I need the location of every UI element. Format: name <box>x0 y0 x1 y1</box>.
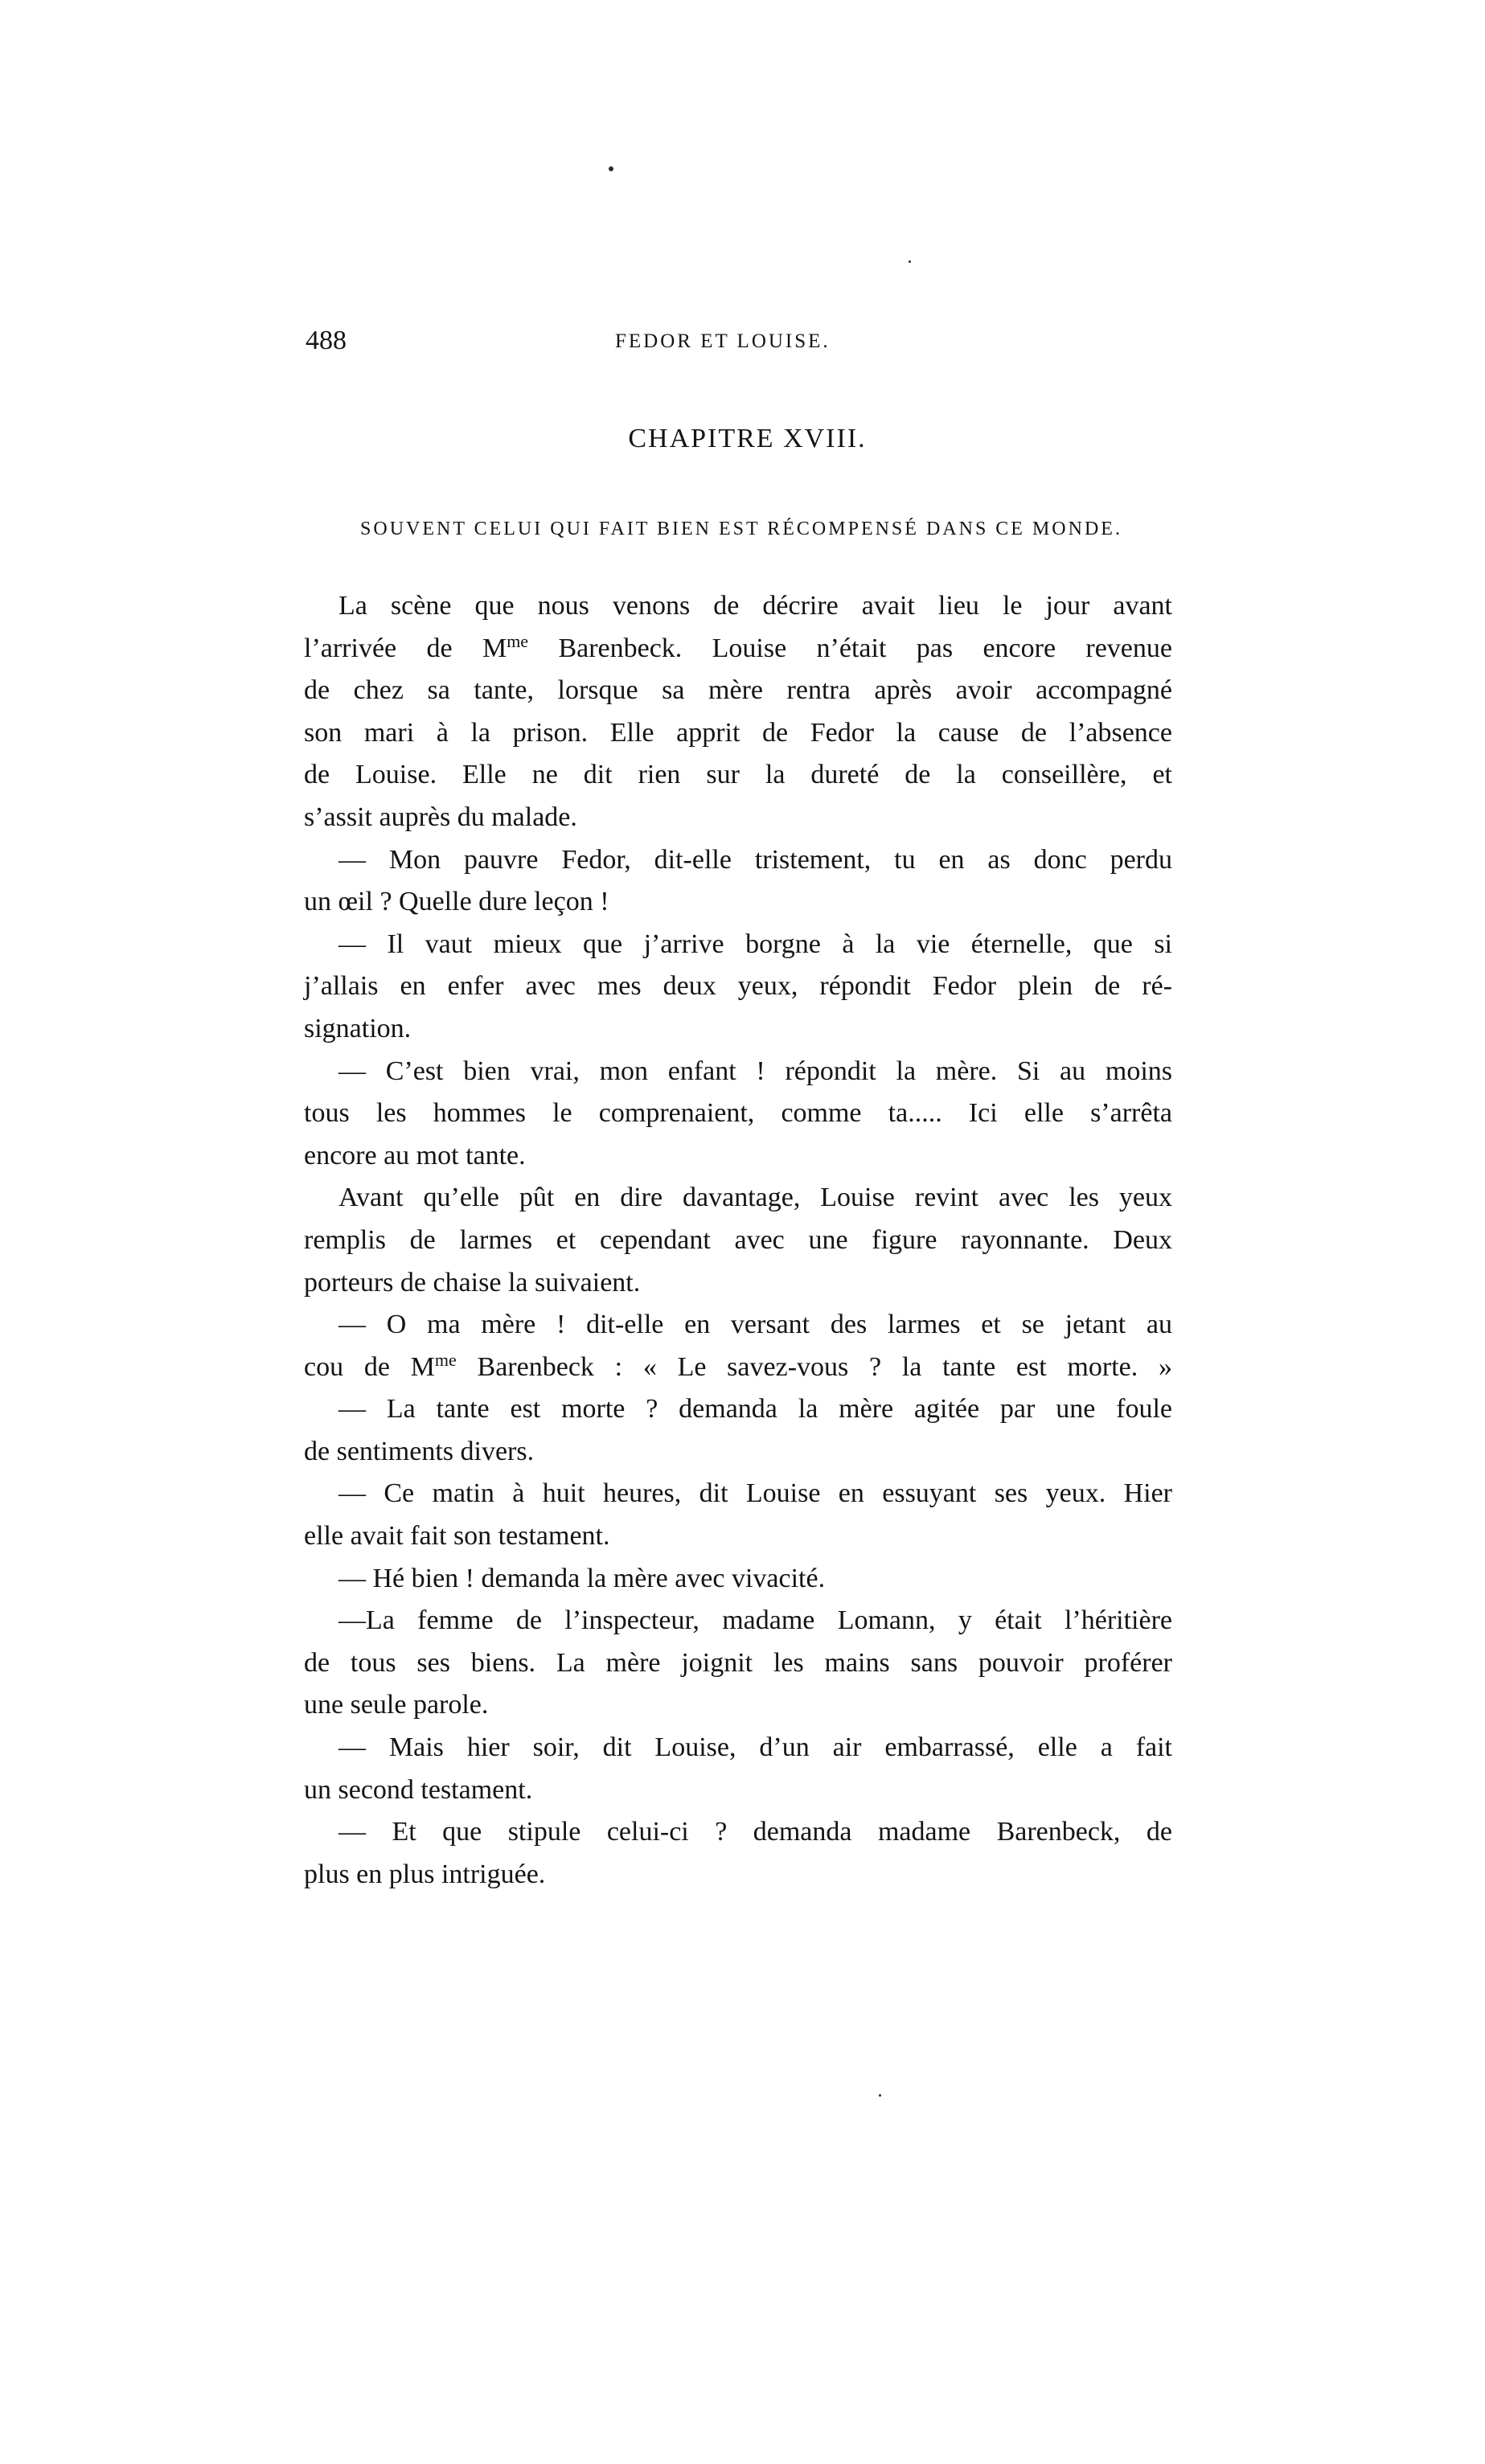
ink-speck <box>909 260 911 263</box>
text-line: porteurs de chaise la suivaient. <box>304 1267 641 1298</box>
chapter-subtitle: SOUVENT CELUI QUI FAIT BIEN EST RÉCOMPENSÉ DANS CE MONDE. <box>360 519 1122 539</box>
text-line: tous les hommes le comprenaient, comme ta..... Ici elle s’arrêta <box>304 1098 1172 1129</box>
text-line: cou de $M^{me}$ Barenbeck : « Le savez-vous ? la tante est morte. » <box>304 1349 1172 1382</box>
text-line: La scène que nous venons de décrire avait lieu le jour avant <box>338 591 1172 621</box>
text-line: j’allais en enfer avec mes deux yeux, répondit Fedor plein de ré- <box>304 971 1172 1002</box>
page-number: 488 <box>306 326 347 355</box>
text-line: de tous ses biens. La mère joignit les mains sans pouvoir proférer <box>304 1647 1172 1678</box>
superscript: me <box>507 630 529 651</box>
text-line: — O ma mère ! dit-elle en versant des larmes et se jetant au <box>338 1310 1172 1340</box>
text-line: — C’est bien vrai, mon enfant ! répondit la mère. Si au moins <box>338 1056 1172 1086</box>
text-line: l’arrivée de $M^{me}$ Barenbeck. Louise n’était pas encore revenue <box>304 630 1172 663</box>
text-line: un second testament. <box>304 1774 533 1805</box>
text-line: — Mais hier soir, dit Louise, d’un air embarrassé, elle a fait <box>338 1732 1172 1763</box>
text-line: une seule parole. <box>304 1690 489 1720</box>
text-line: encore au mot tante. <box>304 1140 526 1171</box>
text-line: signation. <box>304 1013 412 1043</box>
text-line: — Mon pauvre Fedor, dit-elle tristement, tu en as donc perdu <box>338 844 1172 875</box>
chapter-title: CHAPITRE XVIII. <box>628 424 867 453</box>
text-line: Avant qu’elle pût en dire davantage, Louise revint avec les yeux <box>338 1183 1172 1213</box>
text-line: son mari à la prison. Elle apprit de Fedor la cause de l’absence <box>304 717 1172 748</box>
ink-speck <box>879 2094 881 2097</box>
text-line: — Hé bien ! demanda la mère avec vivacité. <box>338 1563 826 1593</box>
text-line: remplis de larmes et cependant avec une figure rayonnante. Deux <box>304 1224 1172 1255</box>
text-line: — Ce matin à huit heures, dit Louise en essuyant ses yeux. Hier <box>338 1478 1172 1509</box>
body-text <box>304 585 1172 1896</box>
text-line: elle avait fait son testament. <box>304 1521 610 1552</box>
text-line: — Et que stipule celui-ci ? demanda madame Barenbeck, de <box>338 1817 1172 1847</box>
text-line: de chez sa tante, lorsque sa mère rentra après avoir accompagné <box>304 675 1172 706</box>
superscript: me <box>434 1349 457 1370</box>
running-head <box>306 326 868 358</box>
running-title: FEDOR ET LOUISE. <box>615 330 831 352</box>
text-line: de sentiments divers. <box>304 1436 535 1466</box>
text-line: de Louise. Elle ne dit rien sur la dureté de la conseillère, et <box>304 760 1172 790</box>
text-line: plus en plus intriguée. <box>304 1859 546 1889</box>
text-line: — La tante est morte ? demanda la mère agitée par une foule <box>338 1394 1172 1425</box>
text-line: — Il vaut mieux que j’arrive borgne à la vie éternelle, que si <box>338 929 1172 959</box>
ink-speck <box>609 166 613 171</box>
text-line: s’assit auprès du malade. <box>304 802 577 832</box>
text-line: un œil ? Quelle dure leçon ! <box>304 887 609 917</box>
text-line: —La femme de l’inspecteur, madame Lomann, y était l’héritière <box>338 1605 1172 1636</box>
